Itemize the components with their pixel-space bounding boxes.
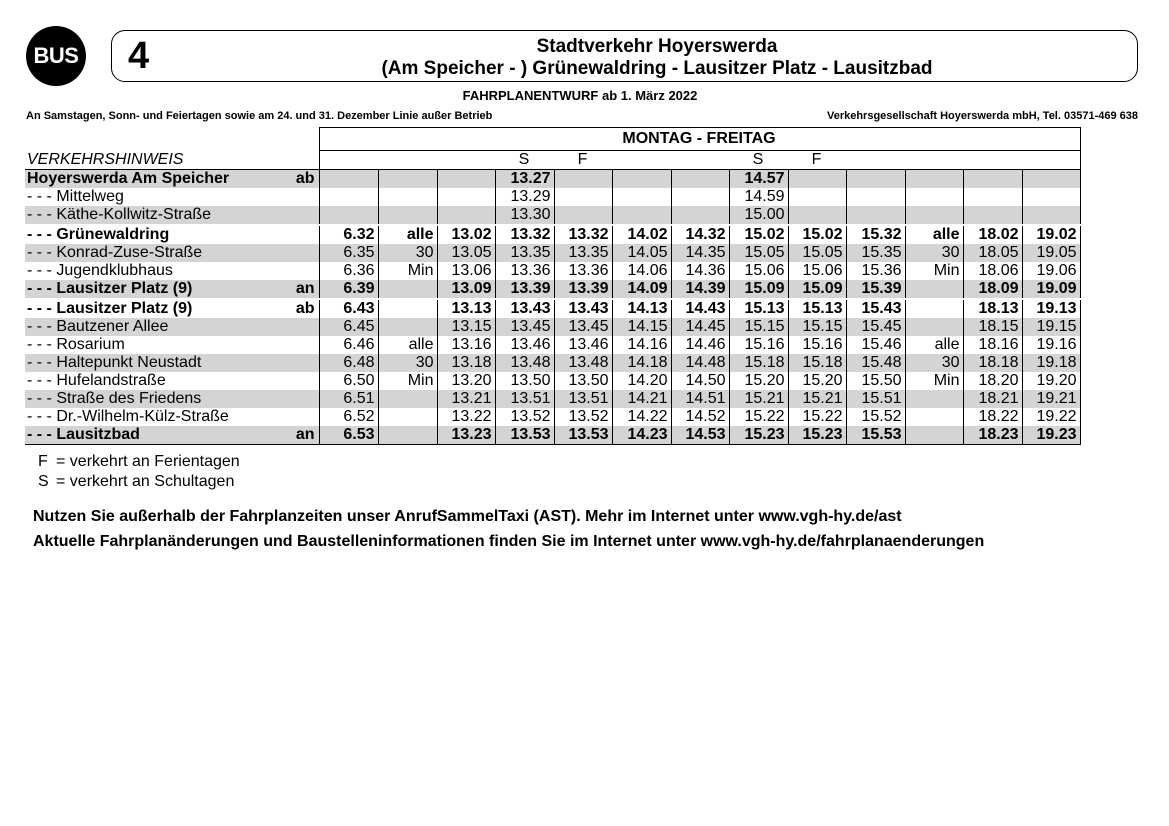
departure-time bbox=[319, 206, 378, 225]
departure-time: 13.09 bbox=[437, 280, 495, 299]
departure-time: 6.43 bbox=[319, 299, 378, 318]
stop-row bbox=[25, 372, 1080, 390]
departure-time: 15.23 bbox=[788, 426, 846, 445]
departure-time bbox=[612, 188, 671, 206]
hint-marker bbox=[846, 151, 905, 170]
departure-time: 14.35 bbox=[671, 244, 729, 262]
departure-time bbox=[612, 170, 671, 189]
departure-time: 13.50 bbox=[495, 372, 554, 390]
departure-time bbox=[437, 188, 495, 206]
operator-contact: Verkehrsgesellschaft Hoyerswerda mbH, Tel. 03571-469 638 bbox=[826, 110, 1138, 122]
departure-time bbox=[437, 170, 495, 189]
departure-time: 18.20 bbox=[963, 372, 1022, 390]
stop-row bbox=[25, 390, 1080, 408]
departure-time: 14.21 bbox=[612, 390, 671, 408]
departure-time: 14.23 bbox=[612, 426, 671, 445]
departure-time: 13.48 bbox=[554, 354, 612, 372]
departure-time bbox=[905, 280, 963, 299]
departure-time: 14.20 bbox=[612, 372, 671, 390]
stop-direction bbox=[293, 318, 319, 336]
departure-time: 6.48 bbox=[319, 354, 378, 372]
departure-time bbox=[905, 206, 963, 225]
stop-direction bbox=[293, 206, 319, 225]
hint-marker bbox=[437, 151, 495, 170]
departure-time: 15.21 bbox=[788, 390, 846, 408]
stop-direction bbox=[293, 188, 319, 206]
departure-time: 18.18 bbox=[963, 354, 1022, 372]
stop-name: - - - Mittelweg bbox=[27, 188, 124, 205]
stop-direction bbox=[293, 336, 319, 354]
departure-time bbox=[905, 299, 963, 318]
stop-row bbox=[25, 170, 1080, 189]
departure-time: 19.22 bbox=[1022, 408, 1080, 426]
stop-direction bbox=[293, 372, 319, 390]
departure-time: 13.16 bbox=[437, 336, 495, 354]
departure-time: 13.05 bbox=[437, 244, 495, 262]
departure-time: 15.05 bbox=[788, 244, 846, 262]
departure-time: 15.02 bbox=[788, 225, 846, 244]
stop-row bbox=[25, 206, 1080, 225]
departure-time: 19.09 bbox=[1022, 280, 1080, 299]
departure-time: 15.15 bbox=[788, 318, 846, 336]
stop-row bbox=[25, 299, 1080, 318]
departure-time: alle bbox=[378, 336, 437, 354]
departure-time: 14.45 bbox=[671, 318, 729, 336]
stop-direction bbox=[293, 262, 319, 280]
stop-row bbox=[25, 318, 1080, 336]
departure-time: 13.50 bbox=[554, 372, 612, 390]
departure-time: 15.13 bbox=[788, 299, 846, 318]
departure-time: 14.59 bbox=[729, 188, 788, 206]
departure-time: 14.13 bbox=[612, 299, 671, 318]
departure-time: 30 bbox=[378, 354, 437, 372]
departure-time: 13.20 bbox=[437, 372, 495, 390]
departure-time bbox=[437, 206, 495, 225]
bus-logo: BUS bbox=[26, 26, 86, 86]
departure-time: 14.18 bbox=[612, 354, 671, 372]
departure-time: 15.06 bbox=[729, 262, 788, 280]
departure-time: 15.15 bbox=[729, 318, 788, 336]
departure-time: 13.27 bbox=[495, 170, 554, 189]
departure-time: 13.39 bbox=[495, 280, 554, 299]
stop-name: - - - Rosarium bbox=[27, 336, 125, 353]
departure-time: 18.16 bbox=[963, 336, 1022, 354]
departure-time bbox=[671, 188, 729, 206]
departure-time bbox=[378, 426, 437, 445]
departure-time bbox=[788, 206, 846, 225]
departure-time bbox=[378, 206, 437, 225]
departure-time: 13.39 bbox=[554, 280, 612, 299]
departure-time: 18.09 bbox=[963, 280, 1022, 299]
departure-time: 15.20 bbox=[788, 372, 846, 390]
departure-time: 14.36 bbox=[671, 262, 729, 280]
departure-time bbox=[1022, 188, 1080, 206]
departure-time: 6.45 bbox=[319, 318, 378, 336]
departure-time bbox=[963, 206, 1022, 225]
departure-time: 19.13 bbox=[1022, 299, 1080, 318]
hint-marker: F bbox=[554, 151, 612, 170]
departure-time: 15.09 bbox=[729, 280, 788, 299]
departure-time: 19.02 bbox=[1022, 225, 1080, 244]
legend-item bbox=[38, 452, 240, 472]
legend-item bbox=[38, 472, 234, 492]
stop-name: - - - Dr.-Wilhelm-Külz-Straße bbox=[27, 408, 229, 425]
operation-note: An Samstagen, Sonn- und Feiertagen sowie am 24. und 31. Dezember Linie außer Betrieb bbox=[26, 110, 493, 122]
stop-direction bbox=[293, 244, 319, 262]
departure-time bbox=[1022, 170, 1080, 189]
blank-cell bbox=[25, 128, 319, 151]
departure-time: 13.21 bbox=[437, 390, 495, 408]
departure-time: 30 bbox=[905, 244, 963, 262]
hint-marker: S bbox=[729, 151, 788, 170]
departure-time: 19.23 bbox=[1022, 426, 1080, 445]
stop-row bbox=[25, 280, 1080, 299]
hint-marker bbox=[1022, 151, 1080, 170]
stop-name: - - - Lausitzer Platz (9) bbox=[25, 280, 293, 299]
stop-name: - - - Haltepunkt Neustadt bbox=[25, 354, 293, 372]
departure-time: 6.50 bbox=[319, 372, 378, 390]
departure-time: 6.51 bbox=[319, 390, 378, 408]
departure-time bbox=[963, 170, 1022, 189]
departure-time: Min bbox=[905, 262, 963, 280]
departure-time bbox=[554, 170, 612, 189]
departure-time: 15.20 bbox=[729, 372, 788, 390]
footer-line: Aktuelle Fahrplanänderungen und Baustelleninformationen finden Sie im Internet unter www.vgh-hy.de/fahrplanaenderungen bbox=[33, 533, 985, 550]
departure-time: 15.13 bbox=[729, 299, 788, 318]
departure-time: 13.46 bbox=[495, 336, 554, 354]
stop-row bbox=[25, 225, 1080, 244]
stop-row bbox=[25, 188, 1080, 206]
stop-direction: ab bbox=[293, 299, 319, 318]
stop-name: - - - Bautzener Allee bbox=[25, 318, 293, 336]
departure-time: 13.51 bbox=[554, 390, 612, 408]
departure-time: 13.53 bbox=[495, 426, 554, 445]
stop-name: - - - Jugendklubhaus bbox=[27, 262, 173, 279]
departure-time: alle bbox=[905, 336, 963, 354]
stop-name: - - - Lausitzbad bbox=[25, 426, 293, 445]
departure-time: 14.22 bbox=[612, 408, 671, 426]
departure-time: 6.39 bbox=[319, 280, 378, 299]
departure-time: 14.43 bbox=[671, 299, 729, 318]
departure-time: 18.05 bbox=[963, 244, 1022, 262]
legend-text: = verkehrt an Schultagen bbox=[56, 473, 235, 490]
departure-time: 6.35 bbox=[319, 244, 378, 262]
departure-time: 13.51 bbox=[495, 390, 554, 408]
departure-time: 15.52 bbox=[846, 408, 905, 426]
departure-time: 18.15 bbox=[963, 318, 1022, 336]
stop-name: - - - Käthe-Kollwitz-Straße bbox=[25, 206, 293, 225]
departure-time: 14.39 bbox=[671, 280, 729, 299]
departure-time: 15.50 bbox=[846, 372, 905, 390]
departure-time: 13.30 bbox=[495, 206, 554, 225]
departure-time: 15.21 bbox=[729, 390, 788, 408]
departure-time: 6.53 bbox=[319, 426, 378, 445]
title-line-1: Stadtverkehr Hoyerswerda bbox=[536, 36, 778, 57]
departure-time: 13.43 bbox=[554, 299, 612, 318]
departure-time: 15.02 bbox=[729, 225, 788, 244]
departure-time bbox=[554, 206, 612, 225]
departure-time bbox=[319, 170, 378, 189]
departure-time: 13.06 bbox=[437, 262, 495, 280]
departure-time: 18.21 bbox=[963, 390, 1022, 408]
hint-marker bbox=[378, 151, 437, 170]
departure-time bbox=[1022, 206, 1080, 225]
departure-time: 13.18 bbox=[437, 354, 495, 372]
service-hint-row bbox=[25, 151, 1080, 170]
departure-time: 30 bbox=[378, 244, 437, 262]
stop-name: - - - Konrad-Zuse-Straße bbox=[25, 244, 293, 262]
stop-row bbox=[25, 336, 1080, 354]
stop-direction: an bbox=[293, 426, 319, 445]
departure-time: 6.36 bbox=[319, 262, 378, 280]
departure-time bbox=[905, 318, 963, 336]
departure-time: 14.48 bbox=[671, 354, 729, 372]
hint-marker bbox=[319, 151, 378, 170]
departure-time: 14.51 bbox=[671, 390, 729, 408]
departure-time bbox=[905, 170, 963, 189]
departure-time: 13.45 bbox=[495, 318, 554, 336]
departure-time: 15.43 bbox=[846, 299, 905, 318]
departure-time: 15.22 bbox=[788, 408, 846, 426]
departure-time bbox=[378, 280, 437, 299]
hint-marker: S bbox=[495, 151, 554, 170]
departure-time: 15.22 bbox=[729, 408, 788, 426]
departure-time: 13.02 bbox=[437, 225, 495, 244]
departure-time: 15.46 bbox=[846, 336, 905, 354]
departure-time bbox=[378, 299, 437, 318]
hint-marker bbox=[963, 151, 1022, 170]
stop-name: - - - Grünewaldring bbox=[25, 225, 293, 244]
departure-time: 13.13 bbox=[437, 299, 495, 318]
departure-time: 14.50 bbox=[671, 372, 729, 390]
departure-time: 14.53 bbox=[671, 426, 729, 445]
departure-time: 15.48 bbox=[846, 354, 905, 372]
departure-time: 14.06 bbox=[612, 262, 671, 280]
departure-time: 13.32 bbox=[495, 225, 554, 244]
timetable bbox=[25, 127, 1081, 445]
departure-time: 15.53 bbox=[846, 426, 905, 445]
stop-row bbox=[25, 354, 1080, 372]
departure-time bbox=[905, 188, 963, 206]
departure-time: 13.53 bbox=[554, 426, 612, 445]
stop-name: - - - Lausitzer Platz (9) bbox=[25, 299, 293, 318]
departure-time bbox=[846, 206, 905, 225]
departure-time bbox=[905, 408, 963, 426]
departure-time: 14.32 bbox=[671, 225, 729, 244]
stop-row bbox=[25, 262, 1080, 280]
departure-time: 15.00 bbox=[729, 206, 788, 225]
departure-time: 15.51 bbox=[846, 390, 905, 408]
departure-time: 13.32 bbox=[554, 225, 612, 244]
departure-time: 15.18 bbox=[788, 354, 846, 372]
departure-time: 6.52 bbox=[319, 408, 378, 426]
stop-row bbox=[25, 244, 1080, 262]
departure-time: 30 bbox=[905, 354, 963, 372]
departure-time: 14.02 bbox=[612, 225, 671, 244]
departure-time: 14.57 bbox=[729, 170, 788, 189]
departure-time: 15.45 bbox=[846, 318, 905, 336]
departure-time: 14.09 bbox=[612, 280, 671, 299]
departure-time bbox=[788, 170, 846, 189]
departure-time: 13.52 bbox=[495, 408, 554, 426]
stop-direction bbox=[293, 225, 319, 244]
departure-time: 6.32 bbox=[319, 225, 378, 244]
stop-name: - - - Hufelandstraße bbox=[27, 372, 166, 389]
departure-time: Min bbox=[378, 372, 437, 390]
departure-time: 13.52 bbox=[554, 408, 612, 426]
header-box bbox=[111, 30, 1138, 82]
departure-time: alle bbox=[378, 225, 437, 244]
day-heading: MONTAG - FREITAG bbox=[319, 128, 1080, 151]
departure-time: 13.23 bbox=[437, 426, 495, 445]
departure-time: 13.36 bbox=[495, 262, 554, 280]
departure-time: 13.45 bbox=[554, 318, 612, 336]
departure-time: 18.23 bbox=[963, 426, 1022, 445]
subtitle: FAHRPLANENTWURF ab 1. März 2022 bbox=[462, 88, 698, 103]
departure-time: 13.43 bbox=[495, 299, 554, 318]
departure-time: 14.16 bbox=[612, 336, 671, 354]
departure-time: alle bbox=[905, 225, 963, 244]
departure-time: 19.21 bbox=[1022, 390, 1080, 408]
footer-line: Nutzen Sie außerhalb der Fahrplanzeiten unser AnrufSammelTaxi (AST). Mehr im Internet unter www.vgh-hy.de/ast bbox=[33, 508, 902, 525]
departure-time: 15.06 bbox=[788, 262, 846, 280]
departure-time: 15.09 bbox=[788, 280, 846, 299]
departure-time: 14.15 bbox=[612, 318, 671, 336]
departure-time bbox=[612, 206, 671, 225]
day-heading-row bbox=[25, 128, 1080, 151]
departure-time: 15.23 bbox=[729, 426, 788, 445]
departure-time bbox=[905, 426, 963, 445]
stop-row bbox=[25, 408, 1080, 426]
departure-time: 13.48 bbox=[495, 354, 554, 372]
departure-time: 18.06 bbox=[963, 262, 1022, 280]
departure-time: 19.06 bbox=[1022, 262, 1080, 280]
departure-time: 13.22 bbox=[437, 408, 495, 426]
departure-time bbox=[905, 390, 963, 408]
departure-time: 15.32 bbox=[846, 225, 905, 244]
departure-time: 19.15 bbox=[1022, 318, 1080, 336]
stop-direction: ab bbox=[293, 170, 319, 189]
stop-direction bbox=[293, 408, 319, 426]
departure-time: 13.15 bbox=[437, 318, 495, 336]
hint-marker bbox=[905, 151, 963, 170]
departure-time bbox=[378, 318, 437, 336]
departure-time: 14.05 bbox=[612, 244, 671, 262]
departure-time bbox=[846, 188, 905, 206]
departure-time: 13.35 bbox=[554, 244, 612, 262]
title-line-2: (Am Speicher - ) Grünewaldring - Lausitzer Platz - Lausitzbad bbox=[381, 58, 933, 79]
departure-time bbox=[963, 188, 1022, 206]
departure-time: 14.52 bbox=[671, 408, 729, 426]
departure-time: 13.46 bbox=[554, 336, 612, 354]
departure-time: 19.05 bbox=[1022, 244, 1080, 262]
departure-time bbox=[378, 390, 437, 408]
departure-time bbox=[671, 206, 729, 225]
legend-key: F bbox=[38, 453, 48, 470]
departure-time: 18.02 bbox=[963, 225, 1022, 244]
stop-name: Hoyerswerda Am Speicher bbox=[25, 170, 293, 189]
departure-time bbox=[788, 188, 846, 206]
departure-time: 13.35 bbox=[495, 244, 554, 262]
departure-time: 15.39 bbox=[846, 280, 905, 299]
departure-time: 15.36 bbox=[846, 262, 905, 280]
stop-direction bbox=[293, 390, 319, 408]
departure-time: 15.35 bbox=[846, 244, 905, 262]
departure-time: 15.05 bbox=[729, 244, 788, 262]
departure-time bbox=[846, 170, 905, 189]
departure-time: 18.13 bbox=[963, 299, 1022, 318]
departure-time bbox=[378, 408, 437, 426]
departure-time: Min bbox=[378, 262, 437, 280]
departure-time bbox=[378, 188, 437, 206]
departure-time: 18.22 bbox=[963, 408, 1022, 426]
departure-time: 19.16 bbox=[1022, 336, 1080, 354]
legend-key: S bbox=[38, 473, 49, 490]
departure-time: 19.20 bbox=[1022, 372, 1080, 390]
departure-time bbox=[378, 170, 437, 189]
stop-name: - - - Straße des Friedens bbox=[25, 390, 293, 408]
stop-row bbox=[25, 426, 1080, 445]
departure-time: 19.18 bbox=[1022, 354, 1080, 372]
hint-marker: F bbox=[788, 151, 846, 170]
stop-direction bbox=[293, 354, 319, 372]
departure-time: 14.46 bbox=[671, 336, 729, 354]
departure-time: 6.46 bbox=[319, 336, 378, 354]
stop-direction: an bbox=[293, 280, 319, 299]
departure-time: 15.16 bbox=[788, 336, 846, 354]
departure-time bbox=[671, 170, 729, 189]
hint-marker bbox=[612, 151, 671, 170]
hint-marker bbox=[671, 151, 729, 170]
line-number: 4 bbox=[128, 35, 150, 77]
departure-time bbox=[554, 188, 612, 206]
legend-text: = verkehrt an Ferientagen bbox=[56, 453, 240, 470]
departure-time: 13.36 bbox=[554, 262, 612, 280]
departure-time: 13.29 bbox=[495, 188, 554, 206]
departure-time: 15.16 bbox=[729, 336, 788, 354]
departure-time: 15.18 bbox=[729, 354, 788, 372]
departure-time: Min bbox=[905, 372, 963, 390]
departure-time bbox=[319, 188, 378, 206]
hint-label: VERKEHRSHINWEIS bbox=[25, 151, 319, 170]
